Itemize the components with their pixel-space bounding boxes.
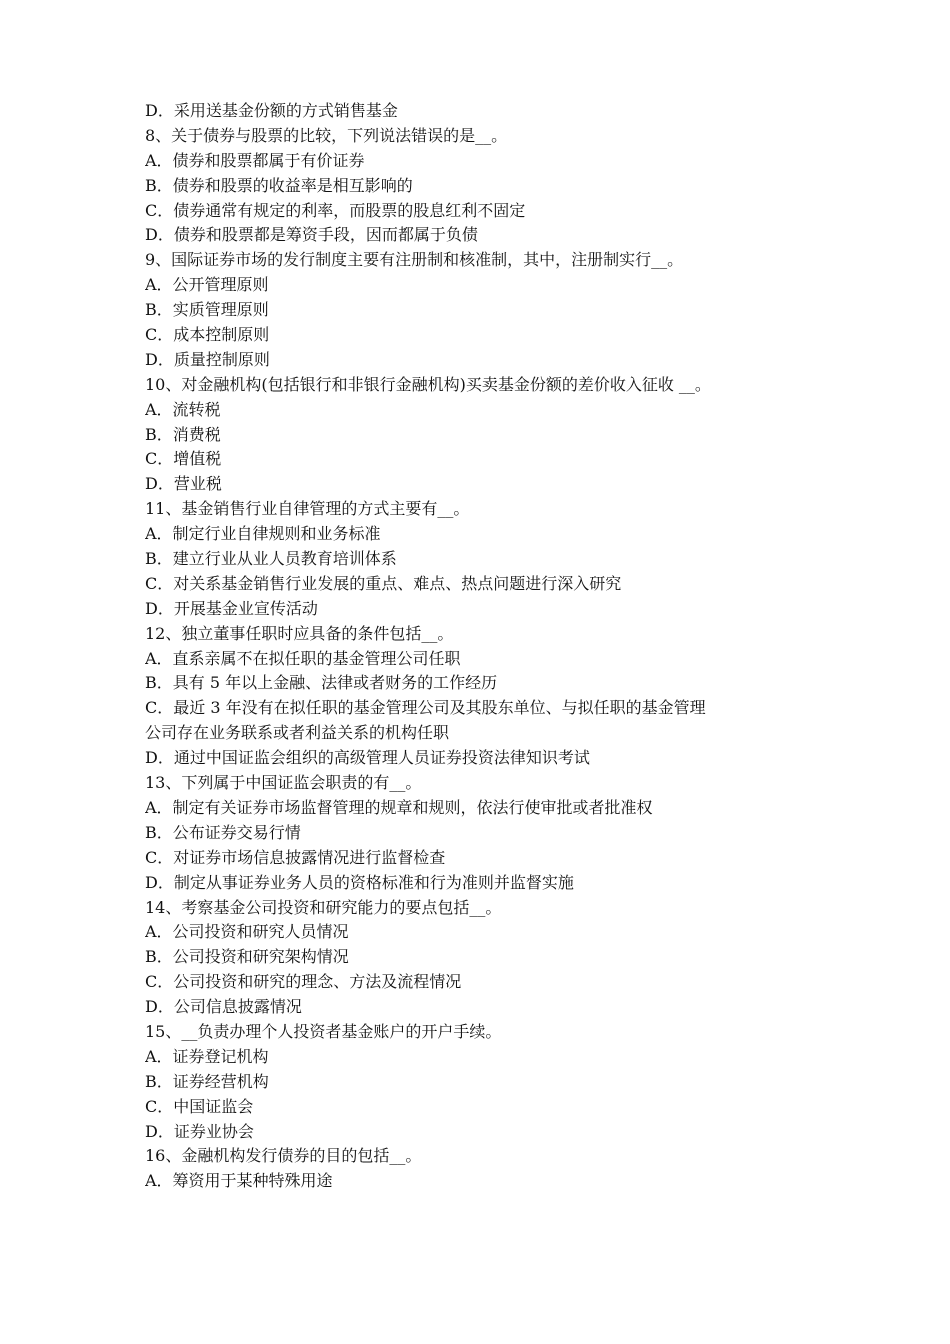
question-11: 11、基金销售行业自律管理的方式主要有__。 — [145, 499, 470, 519]
option-c-text: C．对关系基金销售行业发展的重点、难点、热点问题进行深入研究 — [145, 573, 622, 593]
option-d-text: D．公司信息披露情况 — [145, 997, 302, 1017]
option-c-text: C．最近 3 年没有在拟任职的基金管理公司及其股东单位、与拟任职的基金管理 — [145, 698, 706, 718]
option-b-text: B．公司投资和研究架构情况 — [145, 947, 349, 967]
option-d-text: D．采用送基金份额的方式销售基金 — [145, 101, 398, 120]
option-c-text: C．增值税 — [145, 449, 222, 469]
option-a-text: A．制定有关证券市场监督管理的规章和规则，依法行使审批或者批准权 — [145, 797, 653, 817]
option-c-continuation: 公司存在业务联系或者利益关系的机构任职 — [145, 723, 450, 743]
option-a-text: A．证券登记机构 — [145, 1046, 269, 1066]
option-c-text: C．对证券市场信息披露情况进行监督检查 — [145, 847, 446, 867]
question-16: 16、金融机构发行债券的目的包括__。 — [145, 1146, 422, 1166]
document-page — [145, 99, 835, 1194]
option-b-text: B．消费税 — [145, 424, 221, 444]
option-d-text: D．通过中国证监会组织的高级管理人员证券投资法律知识考试 — [145, 748, 590, 768]
question-12: 12、独立董事任职时应具备的条件包括__。 — [145, 623, 454, 643]
option-c-text: C．公司投资和研究的理念、方法及流程情况 — [145, 972, 462, 992]
option-a-text: A．公开管理原则 — [145, 275, 269, 295]
option-d-text: D．质量控制原则 — [145, 349, 270, 369]
option-a-text: A．直系亲属不在拟任职的基金管理公司任职 — [145, 648, 461, 668]
option-c-text: C．成本控制原则 — [145, 325, 270, 345]
question-14: 14、考察基金公司投资和研究能力的要点包括__。 — [145, 897, 502, 917]
option-a-text: A．流转税 — [145, 399, 221, 419]
question-10: 10、对金融机构(包括银行和非银行金融机构)买卖基金份额的差价收入征收 __。 — [145, 374, 711, 394]
option-d-text: D．证券业协会 — [145, 1121, 254, 1141]
option-d-text: D．债券和股票都是筹资手段，因而都属于负债 — [145, 225, 478, 245]
option-d-text: D．制定从事证券业务人员的资格标准和行为准则并监督实施 — [145, 872, 574, 892]
option-c-text: C．中国证监会 — [145, 1096, 254, 1116]
option-b-text: B．实质管理原则 — [145, 300, 269, 320]
option-d-text: D．开展基金业宣传活动 — [145, 598, 318, 618]
option-a-text: A．筹资用于某种特殊用途 — [145, 1171, 333, 1191]
option-a-text: A．制定行业自律规则和业务标准 — [145, 524, 381, 544]
question-9: 9、国际证券市场的发行制度主要有注册制和核准制，其中，注册制实行__。 — [145, 250, 684, 270]
option-b-text: B．建立行业从业人员教育培训体系 — [145, 549, 397, 569]
option-d-text: D．营业税 — [145, 474, 222, 494]
option-b-text: B．证券经营机构 — [145, 1071, 269, 1091]
option-a-text: A．公司投资和研究人员情况 — [145, 922, 349, 942]
question-15: 15、__负责办理个人投资者基金账户的开户手续。 — [145, 1021, 502, 1041]
option-c-text: C．债券通常有规定的利率，而股票的股息红利不固定 — [145, 200, 526, 220]
question-8: 8、关于债券与股票的比较，下列说法错误的是__。 — [145, 125, 508, 145]
option-b-text: B．具有 5 年以上金融、法律或者财务的工作经历 — [145, 673, 498, 693]
option-b-text: B．债券和股票的收益率是相互影响的 — [145, 175, 413, 195]
option-a-text: A．债券和股票都属于有价证券 — [145, 150, 365, 170]
question-13: 13、下列属于中国证监会职责的有__。 — [145, 773, 422, 793]
option-b-text: B．公布证券交易行情 — [145, 822, 301, 842]
